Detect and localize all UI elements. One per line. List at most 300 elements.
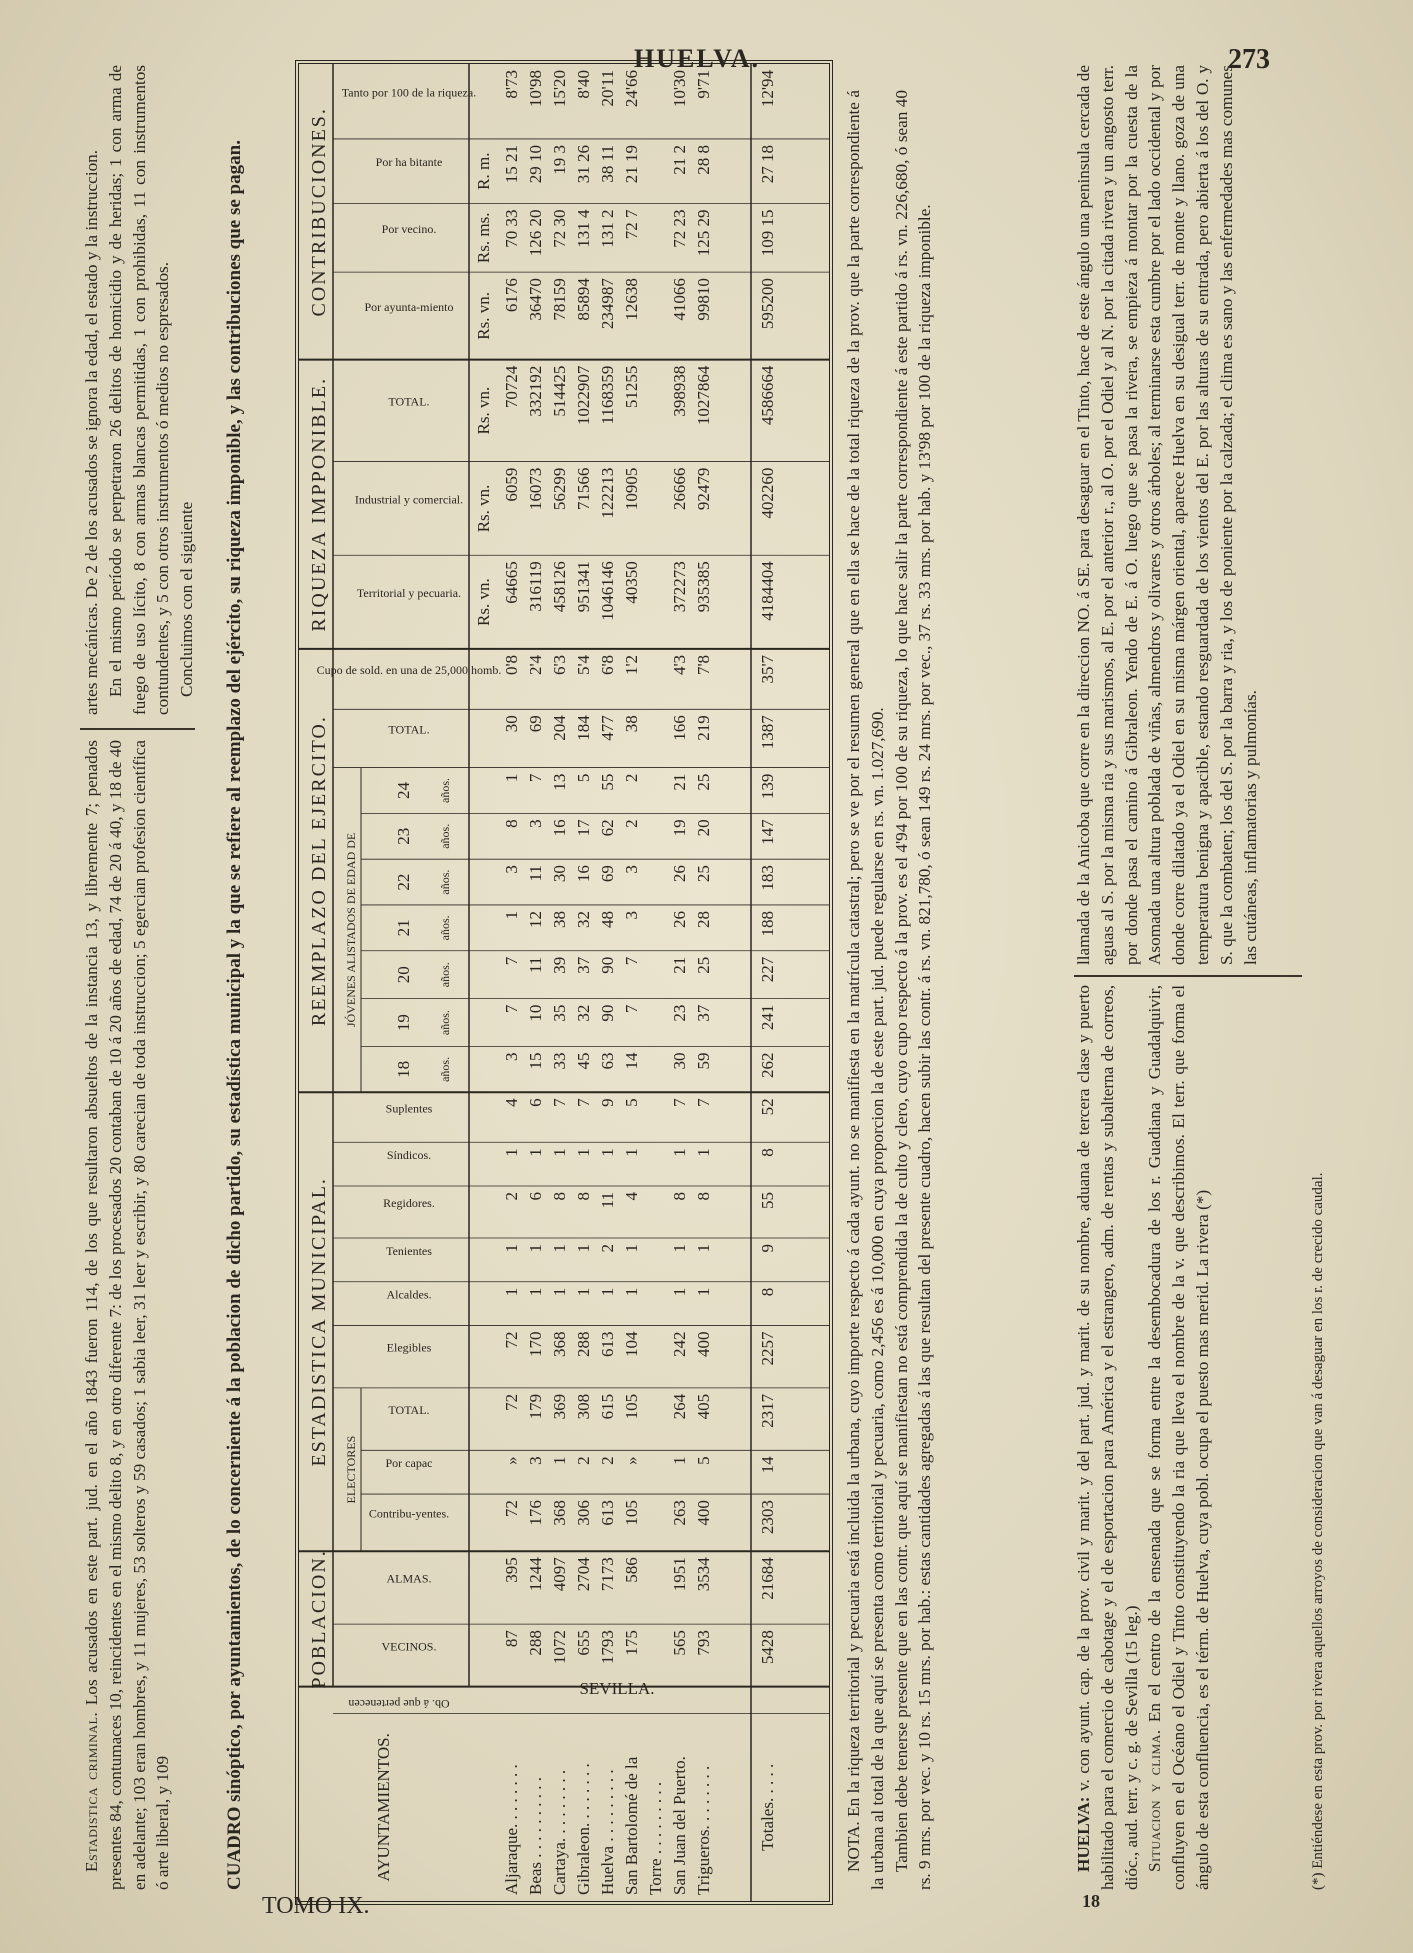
table-cell-sind: 1 xyxy=(622,1148,641,1157)
table-cell-ten: 1 xyxy=(622,1244,641,1253)
table-cell-vecinos: 1793 xyxy=(598,1630,617,1665)
totals-cell-a20: 227 xyxy=(758,956,777,983)
column-header-tanto: Tanto por 100 de la riqueza. xyxy=(341,85,477,100)
table-cell-eleg: 242 xyxy=(670,1331,689,1357)
table-cell-total_el: 308 xyxy=(574,1393,593,1420)
table-cell-a22: 16 xyxy=(574,865,593,883)
table-cell-ind: 56299 xyxy=(550,467,569,511)
table-cell-a22: 3 xyxy=(502,865,521,874)
huelva-p1: v. con ayunt. cap. de la prov. civil y marit. y del part. jud. y marit. de su nombre, aduana de tercera clase y puerto habilitado para el comercio de cabotage y el de esportacion para América y el estrangero, adm. de rentas y subalterna de correos, dióc., aud. terr. y c. g. de Sevilla (15 leg.) xyxy=(1074,984,1141,1890)
table-cell-alc: 1 xyxy=(670,1287,689,1297)
table-cell-vecinos: 175 xyxy=(622,1630,641,1656)
group-jovenes: JÓVENES ALISTADOS DE EDAD DE xyxy=(344,832,358,1028)
table-cell-a18: 59 xyxy=(694,1052,713,1070)
table-cell-a19: 90 xyxy=(598,1004,617,1022)
table-row-name: Cartaya. . . . . . . . . xyxy=(550,1769,569,1895)
unit-label: Rs. vn. xyxy=(474,292,493,340)
totals-cell-chab: 27 18 xyxy=(758,144,777,184)
table-cell-ten: 1 xyxy=(574,1244,593,1253)
table-cell-total_el: 179 xyxy=(526,1393,545,1420)
table-row-name: San Bartolomé de la xyxy=(622,1756,641,1895)
table-cell-sind: 1 xyxy=(670,1148,689,1157)
table-cell-contrib: 72 xyxy=(502,1500,521,1518)
table-cell-tot: 166 xyxy=(670,715,689,741)
table-cell-a23: 20 xyxy=(694,819,713,837)
table-cell-tot: 477 xyxy=(598,715,617,741)
signature-mark: 18 xyxy=(1082,1891,1100,1911)
table-cell-ten: 1 xyxy=(502,1244,521,1253)
table-cell-eleg: 288 xyxy=(574,1331,593,1357)
group-poblacion: POBLACION. xyxy=(308,1549,330,1689)
table-cell-ten: 1 xyxy=(526,1244,545,1253)
table-cell-reg: 6 xyxy=(526,1191,545,1201)
table-cell-a22: 25 xyxy=(694,865,713,883)
table-cell-eleg: 170 xyxy=(526,1331,545,1357)
table-cell-alc: 1 xyxy=(526,1287,545,1297)
totals-cell-contrib: 2303 xyxy=(758,1500,777,1535)
table-cell-ten: 1 xyxy=(694,1244,713,1253)
table-cell-chab: 19 3 xyxy=(550,144,569,175)
table-cell-alc: 1 xyxy=(694,1287,713,1297)
table-cell-ind: 6059 xyxy=(502,467,521,502)
table-cell-cupo: 2'4 xyxy=(526,654,545,676)
situacion-lead: Situacion y clima. xyxy=(1145,1729,1165,1872)
table-cell-almas: 7173 xyxy=(598,1557,617,1592)
table-cell-a18: 14 xyxy=(622,1052,641,1070)
totals-cell-supl: 52 xyxy=(758,1098,777,1116)
unit-label: R. m. xyxy=(474,152,493,190)
table-cell-supl: 7 xyxy=(550,1098,569,1107)
table-cell-ten: 1 xyxy=(670,1244,689,1253)
table-cell-chab: 28 8 xyxy=(694,144,713,175)
table-cell-vecinos: 87 xyxy=(502,1630,521,1648)
column-rule xyxy=(1074,975,1302,977)
table-cell-reg: 8 xyxy=(550,1191,569,1201)
table-cell-supl: 7 xyxy=(670,1098,689,1107)
table-cell-terr: 64665 xyxy=(502,561,521,604)
huelva-entry xyxy=(1072,985,1215,1890)
table-cell-cupo: 4'3 xyxy=(670,654,689,676)
table-cell-cupo: 1'2 xyxy=(622,654,641,676)
volume-mark: TOMO IX. xyxy=(262,1893,370,1919)
table-cell-almas: 395 xyxy=(502,1557,521,1583)
table-cell-sind: 1 xyxy=(550,1148,569,1157)
column-header-vecinos: VECINOS. xyxy=(381,1639,437,1654)
criminal-text: Los acusados en este part. jud. en el año 1843 fueron 114, de los que resultaron absueltos de la instancia 13, y libremente 7; penados presentes 84, contumaces 10, reincidentes en el mismo delito 8, y en otro diferente 7: de los procesados 20 contaban de 10 á 20 años de edad, 74 de 20 á 40, y 18 de 40 en adelante; 103 eran hombres, y 11 mujeres, 53 solteros y 59 casados; 1 sabia leer, 31 leer y escribir, y 80 carecian de toda instruccion; 5 egercian profesion científica ó arte liberal, y 109 xyxy=(82,740,173,1890)
table-cell-reg: 2 xyxy=(502,1191,521,1201)
table-cell-almas: 3534 xyxy=(694,1557,713,1592)
table-cell-a21: 28 xyxy=(694,910,713,928)
totals-cell-a18: 262 xyxy=(758,1052,777,1079)
table-cell-alc: 1 xyxy=(598,1287,617,1297)
table-cell-ind: 92479 xyxy=(694,467,713,511)
table-cell-a23: 19 xyxy=(670,819,689,837)
totals-cell-almas: 21684 xyxy=(758,1557,777,1600)
huelva-lead: HUELVA: xyxy=(1074,1796,1093,1872)
column-header-age-unit: años. xyxy=(438,1010,452,1036)
table-cell-reg: 8 xyxy=(670,1191,689,1201)
table-cell-ind: 71566 xyxy=(574,467,593,511)
table-cell-supl: 9 xyxy=(598,1098,617,1107)
group-municipal: ESTADISTICA MUNICIPAL. xyxy=(308,1177,330,1467)
unit-label: Rs. vn. xyxy=(474,386,493,435)
table-cell-a19: 35 xyxy=(550,1004,569,1022)
table-cell-contrib: 400 xyxy=(694,1500,713,1526)
column-header-almas: ALMAS. xyxy=(386,1571,432,1586)
group-ayuntamientos: AYUNTAMIENTOS. xyxy=(374,1733,393,1882)
totals-cell-cayunt: 595200 xyxy=(758,278,777,330)
totals-cell-cvec: 109 15 xyxy=(758,209,777,257)
table-cell-almas: 4097 xyxy=(550,1557,569,1592)
table-cell-sind: 1 xyxy=(526,1148,545,1157)
column-header-tot: TOTAL. xyxy=(388,722,430,737)
totals-cell-vecinos: 5428 xyxy=(758,1630,777,1665)
table-cell-supl: 5 xyxy=(622,1098,641,1107)
table-row-name: San Juan del Puerto. xyxy=(670,1756,689,1895)
table-cell-a24: 1 xyxy=(502,773,521,783)
table-cell-a19: 37 xyxy=(694,1004,713,1022)
table-cell-cvec: 131 4 xyxy=(574,209,593,248)
totals-cell-ten: 9 xyxy=(758,1244,777,1253)
table-cell-chab: 38 11 xyxy=(598,144,617,183)
table-cell-chab: 29 10 xyxy=(526,144,545,184)
table-cell-a22: 26 xyxy=(670,865,689,883)
column-header-reg: Regidores. xyxy=(383,1195,435,1210)
table-cell-cayunt: 99810 xyxy=(694,278,713,321)
table-cell-terr: 458126 xyxy=(550,561,569,613)
table-cell-eleg: 104 xyxy=(622,1331,641,1357)
table-cell-a18: 63 xyxy=(598,1052,617,1070)
table-cell-capac: 1 xyxy=(670,1456,689,1465)
table-cell-a22: 69 xyxy=(598,865,617,883)
column-header-total_el: TOTAL. xyxy=(388,1403,430,1418)
nota-p2: Tambien debe tenerse presente que en las contr. que aquí se manifiestan no está comprendida la de culto y clero, cuyo cupo respecto á la prov. es el 4'94 por 100 de su riqueza, lo que hace salir la parte correspondiente á este partido á rs. vn. 226,680, ó sean 40 rs. 9 mrs. por vec. y 10 rs. 15 mrs. por hab.: estas cantidades agregadas á las que resultan del presente cuadro, hacen subir las contr. á rs. vn. 821,780, ó sean 149 rs. 24 mrs. por vec., 37 rs. 33 mrs. por hab. y 13'98 por 100 de la riqueza imponible. xyxy=(891,90,935,1890)
synoptic-table-grid xyxy=(299,64,829,1901)
table-cell-cvec: 125 29 xyxy=(694,209,713,257)
criminal-lead: Estadistica criminal. xyxy=(82,1711,101,1872)
unit-label: Rs. vn. xyxy=(474,484,493,533)
column-header-cupo: Cupo de sold. en una de 25,000 homb. xyxy=(316,663,502,678)
table-cell-ind: 26666 xyxy=(670,467,689,511)
unit-label: Rs. vn. xyxy=(474,578,493,626)
table-cell-chab: 21 2 xyxy=(670,144,689,175)
group-riqueza: RIQUEZA IMPPONIBLE. xyxy=(308,376,330,632)
table-cell-alc: 1 xyxy=(574,1287,593,1297)
table-row-name: Beas . . . . . . . . . . xyxy=(526,1776,545,1895)
group-ob: Ob. á que pertenecen xyxy=(348,1697,450,1712)
table-cell-a20: 7 xyxy=(622,956,641,966)
table-cell-cupo: 6'3 xyxy=(550,654,569,676)
table-cell-capac: 5 xyxy=(694,1456,713,1465)
table-cell-alc: 1 xyxy=(502,1287,521,1297)
column-header-triq: TOTAL. xyxy=(388,394,430,409)
column-header-supl: Suplentes xyxy=(385,1101,433,1116)
table-cell-chab: 21 19 xyxy=(622,144,641,184)
table-cell-a23: 2 xyxy=(622,819,641,828)
table-cell-terr: 935385 xyxy=(694,561,713,613)
table-cell-almas: 1244 xyxy=(526,1557,545,1592)
table-cell-total_el: 72 xyxy=(502,1393,521,1411)
table-cell-ind: 122213 xyxy=(598,467,617,519)
table-cell-vecinos: 793 xyxy=(694,1630,713,1656)
table-cell-vecinos: 565 xyxy=(670,1630,689,1656)
table-cell-supl: 4 xyxy=(502,1098,521,1107)
column-header-age-unit: años. xyxy=(438,777,452,803)
table-cell-a24: 5 xyxy=(574,773,593,783)
table-cell-tanto: 10'98 xyxy=(526,70,545,108)
synoptic-table xyxy=(295,60,833,1905)
table-cell-tanto: 24'66 xyxy=(622,70,641,108)
column-header-contrib: Contribu-yentes. xyxy=(368,1506,450,1521)
totals-cell-a19: 241 xyxy=(758,1004,777,1031)
table-cell-alc: 1 xyxy=(622,1287,641,1297)
column-header-age-unit: años. xyxy=(438,962,452,988)
table-cell-contrib: 263 xyxy=(670,1500,689,1526)
table-cell-a22: 30 xyxy=(550,865,569,883)
cuadro-title xyxy=(222,60,247,1890)
table-cell-a21: 48 xyxy=(598,910,617,928)
table-cell-contrib: 105 xyxy=(622,1500,641,1526)
column-header-age-unit: años. xyxy=(438,823,452,849)
table-cell-sind: 1 xyxy=(694,1148,713,1157)
table-cell-tanto: 15'20 xyxy=(550,70,569,108)
table-cell-eleg: 72 xyxy=(502,1331,521,1349)
table-cell-tanto: 9'71 xyxy=(694,70,713,99)
huelva-entry-cont xyxy=(1072,65,1262,965)
table-cell-cvec: 70 33 xyxy=(502,209,521,248)
table-cell-capac: » xyxy=(502,1456,521,1465)
table-cell-a18: 33 xyxy=(550,1052,569,1070)
table-cell-a19: 32 xyxy=(574,1004,593,1022)
table-cell-ten: 2 xyxy=(598,1244,617,1253)
table-cell-cayunt: 6176 xyxy=(502,278,521,313)
totals-label: Totales. . . . . xyxy=(758,1763,777,1851)
table-cell-a24: 21 xyxy=(670,773,689,791)
table-cell-total_el: 105 xyxy=(622,1393,641,1420)
table-row-name: Huelva . . . . . . . . . xyxy=(598,1769,617,1895)
table-cell-terr: 1046146 xyxy=(598,561,617,621)
totals-cell-capac: 14 xyxy=(758,1456,777,1474)
huelva-p2: En el centro de la ensenada que se forma entre la desembocadura de los r. Guadiana y Guadalquivir, confluyen en el Océano el Odiel y Tinto constituyendo la ria que lleva el nombre de la v. que describimos. El terr. que forma el ángulo de esta confluencia, es el térm. de Huelva, cuya pobl. ocupa el puesto mas merid. La rivera (*) xyxy=(1145,984,1212,1890)
table-cell-a24: 7 xyxy=(526,773,545,783)
table-cell-tanto: 20'11 xyxy=(598,70,617,107)
table-cell-eleg: 400 xyxy=(694,1331,713,1357)
table-row-name: Torre . . . . . . . . . xyxy=(646,1781,665,1895)
table-cell-a20: 90 xyxy=(598,956,617,974)
column-header-age: 24 xyxy=(394,781,413,799)
table-cell-tanto: 10'30 xyxy=(670,70,689,108)
table-cell-a19: 7 xyxy=(622,1004,641,1014)
table-cell-capac: 2 xyxy=(574,1456,593,1465)
table-cell-tot: 204 xyxy=(550,715,569,741)
column-header-ind: Industrial y comercial. xyxy=(354,492,464,507)
table-cell-sind: 1 xyxy=(598,1148,617,1157)
column-header-eleg: Elegibles xyxy=(386,1340,432,1355)
totals-cell-ind: 402260 xyxy=(758,467,777,519)
table-cell-contrib: 613 xyxy=(598,1500,617,1526)
table-cell-total_el: 264 xyxy=(670,1393,689,1420)
table-cell-almas: 586 xyxy=(622,1557,641,1583)
table-cell-reg: 11 xyxy=(598,1191,617,1209)
table-cell-a21: 1 xyxy=(502,910,521,920)
totals-cell-triq: 4586664 xyxy=(758,365,777,426)
cuadro-text: sinóptico, por ayuntamientos, de lo concerniente á la poblacion de dicho partido, su estadística municipal y la que se refiere al reemplazo del ejército, su riqueza imponible, y las contribuciones que se pagan. xyxy=(224,140,245,1802)
column-header-ten: Tenientes xyxy=(386,1243,432,1258)
column-header-chab: Por ha bitante xyxy=(375,155,443,170)
table-cell-contrib: 176 xyxy=(526,1500,545,1526)
table-cell-a19: 23 xyxy=(670,1004,689,1022)
table-cell-eleg: 613 xyxy=(598,1331,617,1357)
table-cell-vecinos: 1072 xyxy=(550,1630,569,1665)
table-cell-contrib: 306 xyxy=(574,1500,593,1526)
criminal-statistics-cont xyxy=(80,65,199,715)
footnote: (*) Entiéndese en esta prov. por rivera aquellos arroyos de consideracion que van á desaguar en los r. de crecido caudal. xyxy=(1310,1172,1326,1890)
table-cell-triq: 70724 xyxy=(502,365,521,409)
table-cell-vecinos: 655 xyxy=(574,1630,593,1656)
column-rule xyxy=(80,728,195,730)
table-cell-reg: 8 xyxy=(574,1191,593,1201)
column-header-alc: Alcaldes. xyxy=(386,1287,432,1302)
totals-cell-eleg: 2257 xyxy=(758,1331,777,1366)
table-cell-a19: 7 xyxy=(502,1004,521,1014)
table-cell-vecinos: 288 xyxy=(526,1630,545,1656)
table-cell-a20: 37 xyxy=(574,956,593,974)
table-cell-ind: 10905 xyxy=(622,467,641,511)
totals-cell-a22: 183 xyxy=(758,865,777,891)
criminal-text-2: artes mecánicas. De 2 de los acusados se ignora la edad, el estado y la instruccion. xyxy=(82,149,101,715)
table-cell-total_el: 405 xyxy=(694,1393,713,1420)
table-cell-cayunt: 12638 xyxy=(622,278,641,321)
table-cell-sind: 1 xyxy=(574,1148,593,1157)
table-cell-cayunt: 234987 xyxy=(598,278,617,330)
column-header-age: 23 xyxy=(394,827,413,845)
table-cell-terr: 40350 xyxy=(622,561,641,604)
group-reemplazo: REEMPLAZO DEL EJERCITO. xyxy=(308,715,330,1027)
table-cell-cvec: 72 23 xyxy=(670,209,689,248)
table-cell-cayunt: 36470 xyxy=(526,278,545,321)
nota xyxy=(842,90,937,1890)
table-cell-a19: 10 xyxy=(526,1004,545,1022)
table-cell-reg: 4 xyxy=(622,1191,641,1201)
column-header-age: 22 xyxy=(394,873,413,891)
table-cell-capac: 1 xyxy=(550,1456,569,1465)
column-header-age: 19 xyxy=(394,1014,413,1032)
rotated-content xyxy=(52,60,1362,1905)
totals-cell-alc: 8 xyxy=(758,1287,777,1297)
table-cell-supl: 7 xyxy=(574,1098,593,1107)
table-cell-a21: 12 xyxy=(526,910,545,928)
totals-cell-cupo: 35'7 xyxy=(758,654,777,684)
table-cell-cvec: 131 2 xyxy=(598,209,617,248)
table-cell-chab: 31 26 xyxy=(574,144,593,184)
table-cell-total_el: 615 xyxy=(598,1393,617,1420)
table-cell-a21: 38 xyxy=(550,910,569,928)
table-cell-almas: 2704 xyxy=(574,1557,593,1592)
table-cell-total_el: 369 xyxy=(550,1393,569,1420)
table-cell-terr: 951341 xyxy=(574,561,593,613)
column-header-terr: Territorial y pecuaria. xyxy=(356,586,462,601)
table-cell-contrib: 368 xyxy=(550,1500,569,1526)
table-cell-triq: 1168359 xyxy=(598,365,617,425)
table-cell-triq: 398938 xyxy=(670,365,689,417)
totals-cell-a23: 147 xyxy=(758,819,777,845)
table-cell-supl: 6 xyxy=(526,1098,545,1107)
table-cell-capac: 3 xyxy=(526,1456,545,1465)
table-row-name: Gibraleon. . . . . . . . xyxy=(574,1763,593,1895)
totals-cell-terr: 4184404 xyxy=(758,561,777,621)
column-header-age: 21 xyxy=(394,919,413,937)
table-cell-eleg: 368 xyxy=(550,1331,569,1357)
table-cell-a23: 16 xyxy=(550,819,569,837)
table-cell-tanto: 8'40 xyxy=(574,70,593,99)
table-row-name: Trigueros. . . . . . . . xyxy=(694,1765,713,1895)
table-cell-a23: 8 xyxy=(502,819,521,828)
table-cell-reg: 8 xyxy=(694,1191,713,1201)
totals-cell-a24: 139 xyxy=(758,773,777,800)
table-cell-cvec: 72 7 xyxy=(622,209,641,240)
table-cell-a20: 7 xyxy=(502,956,521,966)
table-cell-cayunt: 85894 xyxy=(574,278,593,321)
table-cell-a22: 11 xyxy=(526,865,545,882)
table-cell-cupo: 0'8 xyxy=(502,654,521,676)
table-cell-triq: 1027864 xyxy=(694,365,713,426)
table-cell-a18: 3 xyxy=(502,1052,521,1062)
table-cell-a18: 15 xyxy=(526,1052,545,1070)
column-header-cayunt: Por ayunta-miento xyxy=(364,299,454,314)
column-header-age: 18 xyxy=(394,1060,413,1078)
cuadro-lead: CUADRO xyxy=(224,1806,245,1890)
table-cell-a20: 25 xyxy=(694,956,713,974)
table-cell-a24: 25 xyxy=(694,773,713,791)
table-cell-a21: 32 xyxy=(574,910,593,928)
criminal-text-3: En el mismo período se perpetraron 26 delitos de homicidio y de heridas; 1 con arma de fuego de uso lícito, 8 con armas blancas permitidas, 1 con prohibidas, 11 con instrumentos contundentes, y 5 con otros instrumentos ó medios no espresados. xyxy=(105,65,173,715)
nota-lead: NOTA. xyxy=(844,1821,863,1872)
table-cell-a20: 39 xyxy=(550,956,569,974)
column-header-capac: Por capac xyxy=(385,1456,433,1471)
table-cell-a20: 21 xyxy=(670,956,689,974)
table-cell-supl: 7 xyxy=(694,1098,713,1107)
table-cell-a20: 11 xyxy=(526,956,545,974)
table-cell-cupo: 6'8 xyxy=(598,654,617,676)
table-cell-cupo: 7'8 xyxy=(694,654,713,676)
table-cell-a24: 13 xyxy=(550,773,569,791)
table-cell-almas: 1951 xyxy=(670,1557,689,1592)
column-header-age: 20 xyxy=(394,966,413,984)
criminal-statistics xyxy=(80,740,175,1890)
nota-p1: En la riqueza territorial y pecuaria está incluida la urbana, cuyo importe respecto á cada ayunt. no se manifiesta en la matrícula catastral; pero se ve por el resumen general que en ella se hace de la total riqueza de la prov. que la parte correspondiente á la urbana al total de la que aquí se presenta como territorial y pecuaria, como 2,456 es á 10,000 en cuya proporcion la de este part. jud. puede regularse en rs. vn. 1.027,690. xyxy=(844,89,887,1890)
criminal-text-4: Concluimos con el siguiente xyxy=(177,501,197,697)
table-cell-cvec: 126 20 xyxy=(526,209,545,257)
table-cell-a23: 3 xyxy=(526,819,545,828)
group-contribuciones: CONTRIBUCIONES. xyxy=(308,107,330,317)
table-cell-tot: 184 xyxy=(574,715,593,741)
table-cell-sind: 1 xyxy=(502,1148,521,1157)
table-cell-a18: 30 xyxy=(670,1052,689,1070)
table-cell-tot: 219 xyxy=(694,715,713,741)
huelva-p3: llamada de la Anicoba que corre en la direccion NO. á SE. para desaguar en el Tinto, hace de este ángulo una peninsula cercada de aguas al S. por la misma ria y sus marismos, al E. por el anterior r., al O. por el Odiel y al N. por la citada rivera y un angosto terr. por donde pasa el camino á Gibraleon. Yendo de E. á O. luego que se pasa la rivera, se empieza á montar por la cuesta de la Asomada una altura poblada de viñas, almendros y olivares y otros árboles; al terminarse esta cumbre por el lado occidental y por donde corre dilatado ya el Odiel en su misma márgen oriental, aparece Huelva en su desigual terr. de monte y llano. goza de una temperatura benigna y apacible, estando resguardada de los vientos del E. por las alturas de su entrada, pero abierta á los del O. y S. que la combaten; los del S. por la barra y ria, y los de poniente por la calzada; el clima es sano y las enfermedades mas comunes las cutáneas, inflamatorias y pulmonías. xyxy=(1074,65,1260,965)
table-cell-cayunt: 41066 xyxy=(670,278,689,321)
table-cell-triq: 1022907 xyxy=(574,365,593,426)
table-cell-a24: 2 xyxy=(622,773,641,783)
table-cell-tot: 38 xyxy=(622,715,641,733)
unit-label: Rs. ms. xyxy=(474,212,493,264)
running-header: HUELVA. xyxy=(634,44,760,73)
column-header-age-unit: años. xyxy=(438,1056,452,1082)
table-cell-ten: 1 xyxy=(550,1244,569,1253)
table-cell-a21: 26 xyxy=(670,910,689,928)
table-cell-cayunt: 78159 xyxy=(550,278,569,321)
table-cell-a22: 3 xyxy=(622,865,641,874)
